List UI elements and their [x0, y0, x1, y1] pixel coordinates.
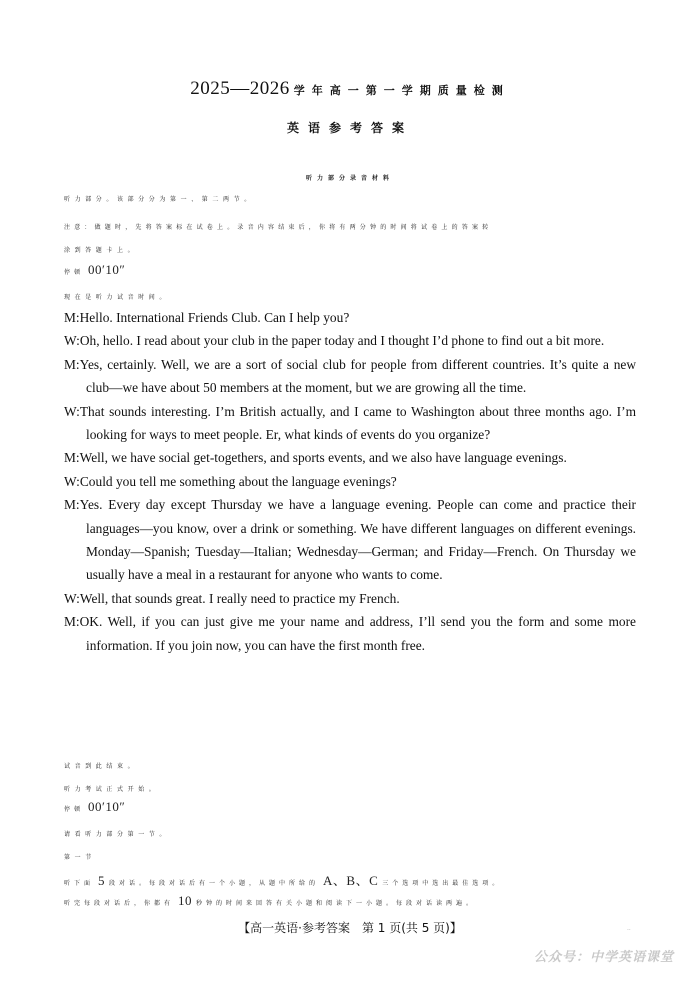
instruction-text: 段对话。每段对话后有一个小题，从题中所给的	[109, 880, 320, 887]
dialog-line	[64, 610, 636, 657]
page-footer: 【高一英语·参考答案 第 1 页(共 5 页)】	[238, 921, 462, 935]
exam-title	[0, 78, 700, 100]
speaker: M:	[64, 497, 80, 513]
dialog-line	[64, 353, 636, 400]
speaker: M:	[64, 310, 80, 325]
speaker: M:	[64, 450, 80, 466]
section-heading: 听力部分录音材料	[305, 175, 394, 182]
pause-line-1	[64, 262, 125, 278]
pause-time: 00′10″	[88, 799, 126, 814]
speaker: M:	[64, 614, 80, 630]
intro-line-3: 涂到答题卡上。	[64, 247, 139, 254]
intro-line-1: 听力部分。该部分分为第一、第二两节。	[64, 196, 255, 203]
utterance: Yes. Every day except Thursday we have a language evening. People can come and practice their languages—you know, over a drink or something. We have different languages on different evenings. Monday—Spanish; Tuesday—Italian; Wednesday—German; and Friday—French. On Thursday we usually have a meal in a restaurant for anyone who wants to come.	[79, 497, 636, 583]
pause-label: 停顿	[64, 806, 85, 813]
utterance: Well, that sounds great. I really need to practice my French.	[79, 590, 400, 606]
speaker: M:	[64, 356, 80, 372]
utterance: Yes, certainly. Well, we are a sort of social club for people from different countries. It’s quite a new club—we have about 50 members at the moment, but we are growing all the time.	[79, 356, 636, 396]
utterance: OK. Well, if you can just give me your name and address, I’ll send you the form and some more information. If you join now, you can have the first month free.	[79, 614, 636, 653]
utterance: That sounds interesting. I’m British actually, and I came to Washington about three months ago. I’m looking for ways to meet people. Er, what kinds of events do you organize?	[79, 403, 636, 443]
dialog-line	[64, 306, 636, 329]
instruction-text: 秒钟的时间来回答有关小题和阅读下一小题。每段对话读两遍。	[196, 900, 477, 907]
outro-line-1: 试音到此结束。	[64, 763, 139, 770]
utterance: Hello. International Friends Club. Can I help you?	[79, 310, 350, 325]
outro-line-4: 第一节	[64, 854, 96, 861]
pause-time: 00′10″	[88, 262, 126, 277]
dialog-line	[64, 470, 636, 493]
dialog-line	[64, 329, 636, 352]
title-year: 2025—2026	[190, 78, 290, 99]
pause-line-2	[64, 799, 125, 815]
speaker: W:	[64, 590, 80, 606]
outro-line-5	[64, 870, 502, 889]
speaker: W:	[64, 403, 80, 419]
seconds-count: 10	[178, 893, 193, 908]
outro-line-3: 请看听力部分第一节。	[64, 831, 171, 838]
outro-line-2: 听力考试正式开始。	[64, 786, 160, 793]
footer-dots: ··	[627, 927, 631, 934]
outro-line-6	[64, 893, 476, 909]
dialog-line	[64, 493, 636, 587]
utterance: Well, we have social get-togethers, and sports events, and we also have language evenings.	[79, 450, 567, 466]
utterance: Oh, hello. I read about your club in the paper today and I thought I’d phone to find out a bit more.	[79, 333, 605, 349]
intro-line-2: 注意：做题时，先将答案标在试卷上。录音内容结束后，你将有两分钟的时间将试卷上的答案转	[64, 224, 493, 231]
subtitle: 英语参考答案	[286, 121, 413, 135]
pause-label: 停顿	[64, 269, 85, 276]
watermark: 公众号：中学英语课堂	[533, 950, 674, 965]
option-letters: A、B、C	[323, 873, 379, 888]
dialog-transcript	[64, 306, 636, 657]
dialog-line	[64, 587, 636, 610]
intro-line-4: 现在是听力试音时间。	[64, 294, 171, 301]
instruction-text: 听下面	[64, 880, 95, 887]
speaker: W:	[64, 473, 80, 489]
dialog-line	[64, 446, 636, 469]
utterance: Could you tell me something about the language evenings?	[79, 473, 397, 489]
speaker: W:	[64, 333, 80, 349]
dialog-count: 5	[98, 873, 106, 888]
title-text: 学年高一第一学期质量检测	[293, 84, 510, 97]
instruction-text: 三个选项中选出最佳选项。	[382, 880, 503, 887]
dialog-line	[64, 400, 636, 447]
instruction-text: 听完每段对话后，你都有	[64, 900, 175, 907]
